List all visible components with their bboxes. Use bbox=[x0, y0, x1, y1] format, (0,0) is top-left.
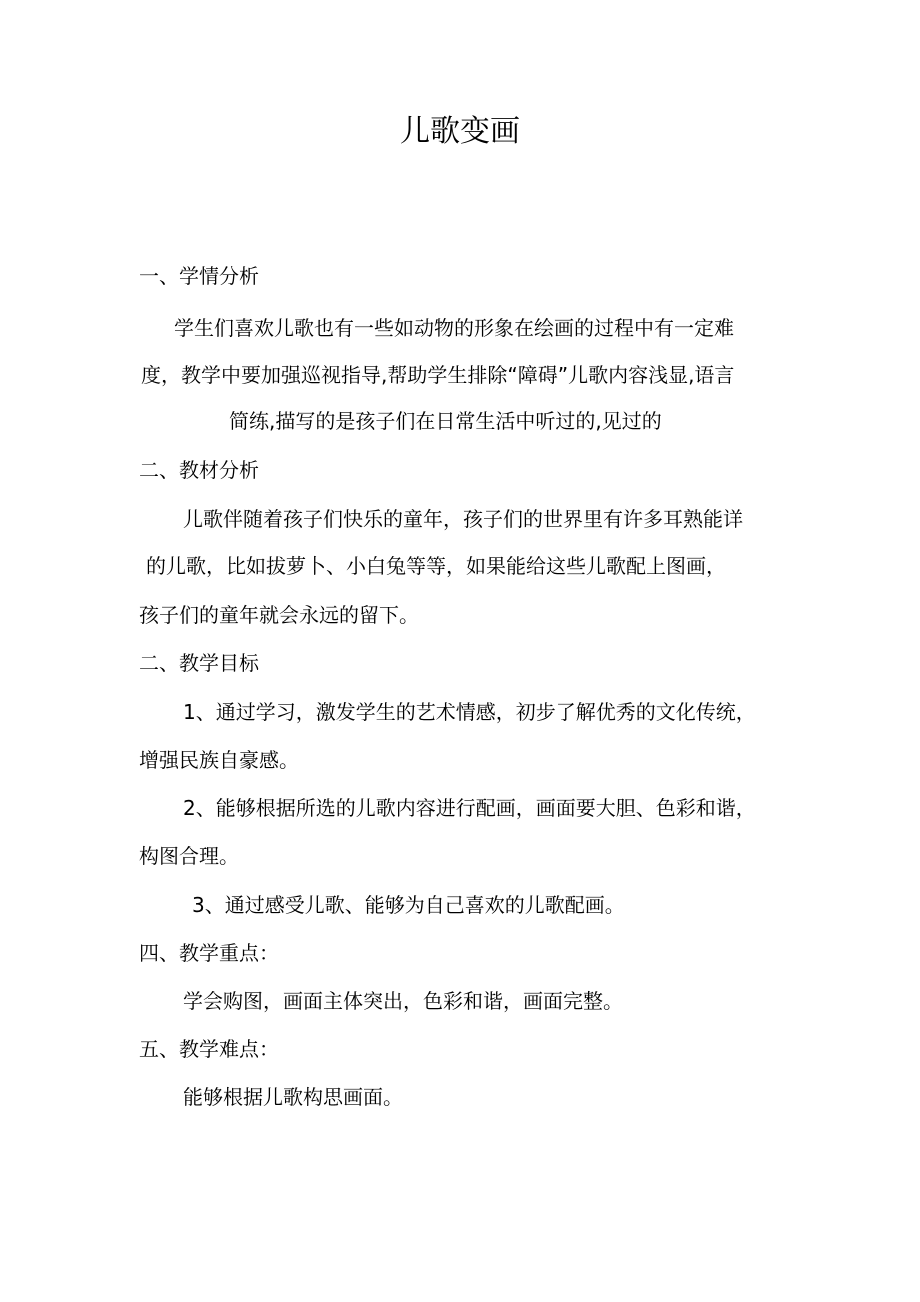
section-heading-teaching-goals: 二、教学目标 bbox=[139, 651, 259, 675]
paragraph-line: 学会购图，画面主体突出，色彩和谐，画面完整。 bbox=[183, 989, 623, 1013]
section-heading-learning-analysis: 一、学情分析 bbox=[139, 264, 259, 288]
paragraph-line: 孩子们的童年就会永远的留下。 bbox=[139, 603, 419, 627]
paragraph-line: 增强民族自豪感。 bbox=[139, 748, 299, 772]
section-heading-material-analysis: 二、教材分析 bbox=[139, 458, 259, 482]
section-heading-key-points: 四、教学重点： bbox=[139, 941, 279, 965]
paragraph-line: 构图合理。 bbox=[139, 844, 239, 868]
paragraph-line: 3、通过感受儿歌、能够为自己喜欢的儿歌配画。 bbox=[192, 893, 625, 917]
paragraph-line: 学生们喜欢儿歌也有一些如动物的形象在绘画的过程中有一定难 bbox=[174, 316, 734, 340]
paragraph-line: 简练,描写的是孩子们在日常生活中听过的,见过的 bbox=[229, 409, 662, 433]
section-heading-difficulties: 五、教学难点： bbox=[139, 1037, 279, 1061]
paragraph-line: 的儿歌，比如拔萝卜、小白兔等等，如果能给这些儿歌配上图画， bbox=[146, 554, 726, 578]
paragraph-line: 1、通过学习，激发学生的艺术情感，初步了解优秀的文化传统， bbox=[183, 700, 756, 724]
document-title: 儿歌变画 bbox=[400, 114, 520, 149]
paragraph-line: 儿歌伴随着孩子们快乐的童年，孩子们的世界里有许多耳熟能详 bbox=[183, 507, 743, 531]
paragraph-line: 度，教学中要加强巡视指导,帮助学生排除“障碍”儿歌内容浅显,语言 bbox=[141, 363, 735, 387]
paragraph-line: 能够根据儿歌构思画面。 bbox=[183, 1085, 403, 1109]
paragraph-line: 2、能够根据所选的儿歌内容进行配画，画面要大胆、色彩和谐， bbox=[183, 796, 756, 820]
